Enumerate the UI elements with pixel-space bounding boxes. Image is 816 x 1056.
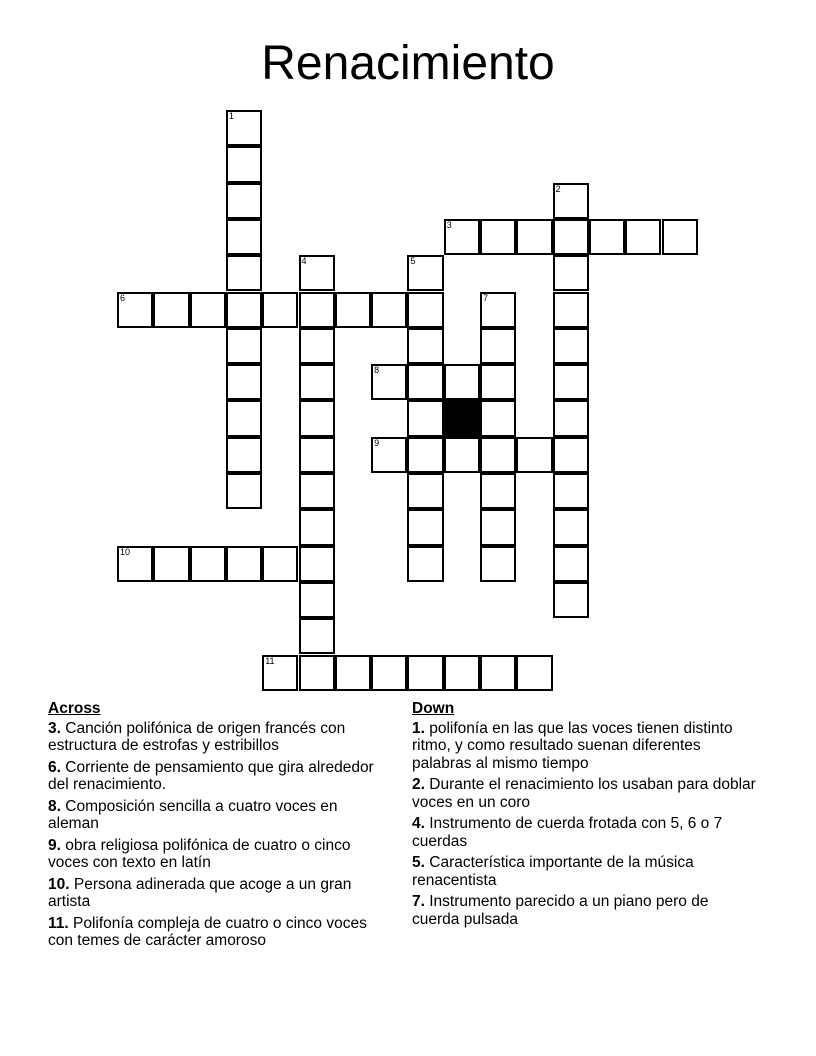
clue-number-label: 4 <box>301 256 307 267</box>
down-clue <box>412 893 757 928</box>
grid-cell[interactable] <box>480 328 516 364</box>
clue-number: 10. <box>48 875 70 893</box>
clue-number: 11. <box>48 914 69 932</box>
grid-cell[interactable] <box>480 546 516 582</box>
clue-text: Instrumento de cuerda frotada con 5, 6 o 7 cuerdas <box>412 815 723 850</box>
grid-cell[interactable] <box>553 292 589 328</box>
clue-text: Instrumento parecido a un piano pero de cuerda pulsada <box>412 893 709 928</box>
grid-cell[interactable] <box>299 546 335 582</box>
clue-text: Corriente de pensamiento que gira alrededor del renacimiento. <box>48 758 374 793</box>
across-clues <box>48 700 378 954</box>
grid-cell[interactable] <box>662 219 698 255</box>
clue-text: Canción polifónica de origen francés con estructura de estrofas y estribillos <box>48 719 346 754</box>
grid-cell[interactable] <box>262 546 298 582</box>
grid-cell[interactable] <box>407 364 443 400</box>
across-heading: Across <box>48 700 101 717</box>
grid-cell[interactable] <box>480 473 516 509</box>
grid-cell[interactable] <box>371 364 407 400</box>
grid-cell[interactable] <box>625 219 661 255</box>
across-clue <box>48 798 378 833</box>
down-clue <box>412 776 757 811</box>
grid-cell[interactable] <box>407 400 443 436</box>
grid-cell[interactable] <box>407 292 443 328</box>
grid-cell[interactable] <box>299 437 335 473</box>
grid-cell[interactable] <box>444 219 480 255</box>
clue-number: 4. <box>412 815 425 832</box>
grid-cell[interactable] <box>226 328 262 364</box>
grid-cell[interactable] <box>444 437 480 473</box>
clue-text: Durante el renacimiento los usaban para doblar voces en un coro <box>412 776 756 811</box>
across-clue <box>48 759 378 794</box>
grid-cell[interactable] <box>553 400 589 436</box>
across-clue <box>48 915 378 950</box>
grid-cell[interactable] <box>299 400 335 436</box>
down-clues <box>412 700 757 932</box>
grid-cell[interactable] <box>262 655 298 691</box>
grid-cell[interactable] <box>226 292 262 328</box>
black-cell <box>444 400 480 436</box>
grid-cell[interactable] <box>516 219 552 255</box>
grid-cell[interactable] <box>335 655 371 691</box>
grid-cell[interactable] <box>117 546 153 582</box>
clue-number-label: 11 <box>265 655 275 666</box>
grid-cell[interactable] <box>480 292 516 328</box>
clue-number-label: 2 <box>555 183 561 194</box>
clue-number-label: 7 <box>483 292 489 303</box>
grid-cell[interactable] <box>226 255 262 291</box>
grid-cell[interactable] <box>299 328 335 364</box>
across-clue <box>48 876 378 911</box>
clue-number-label: 8 <box>374 365 380 376</box>
clue-number-label: 5 <box>410 256 416 267</box>
grid-cell[interactable] <box>516 655 552 691</box>
grid-cell[interactable] <box>299 618 335 654</box>
grid-cell[interactable] <box>553 219 589 255</box>
grid-cell[interactable] <box>553 509 589 545</box>
clue-number: 1. <box>412 719 425 737</box>
grid-cell[interactable] <box>153 292 189 328</box>
grid-cell[interactable] <box>589 219 625 255</box>
grid-cell[interactable] <box>407 546 443 582</box>
clue-text: Polifonía compleja de cuatro o cinco voces con temes de carácter amoroso <box>48 914 367 949</box>
grid-cell[interactable] <box>480 437 516 473</box>
grid-cell[interactable] <box>553 183 589 219</box>
grid-cell[interactable] <box>553 546 589 582</box>
grid-cell[interactable] <box>299 509 335 545</box>
grid-cell[interactable] <box>262 292 298 328</box>
clue-text: Característica importante de la música renacentista <box>412 854 694 889</box>
grid-cell[interactable] <box>226 364 262 400</box>
grid-cell[interactable] <box>553 473 589 509</box>
grid-cell[interactable] <box>117 292 153 328</box>
grid-cell[interactable] <box>371 655 407 691</box>
grid-cell[interactable] <box>226 183 262 219</box>
grid-cell[interactable] <box>407 328 443 364</box>
grid-cell[interactable] <box>553 255 589 291</box>
grid-cell[interactable] <box>407 509 443 545</box>
grid-cell[interactable] <box>335 292 371 328</box>
clue-number: 3. <box>48 719 61 737</box>
clue-number: 9. <box>48 836 61 854</box>
grid-cell[interactable] <box>480 219 516 255</box>
grid-cell[interactable] <box>299 292 335 328</box>
clue-number: 8. <box>48 797 61 815</box>
grid-cell[interactable] <box>553 328 589 364</box>
grid-cell[interactable] <box>444 364 480 400</box>
grid-cell[interactable] <box>190 292 226 328</box>
clue-number: 6. <box>48 758 61 776</box>
grid-cell[interactable] <box>226 546 262 582</box>
page-title: Renacimiento <box>261 37 555 90</box>
clue-number-label: 9 <box>374 437 380 448</box>
grid-cell[interactable] <box>553 364 589 400</box>
grid-cell[interactable] <box>480 364 516 400</box>
clue-number-label: 3 <box>446 219 452 230</box>
clue-text: Composición sencilla a cuatro voces en aleman <box>48 797 338 832</box>
down-clue <box>412 854 757 889</box>
grid-cell[interactable] <box>190 546 226 582</box>
clue-number-label: 10 <box>120 546 131 557</box>
grid-cell[interactable] <box>226 400 262 436</box>
grid-cell[interactable] <box>444 655 480 691</box>
grid-cell[interactable] <box>371 437 407 473</box>
grid-cell[interactable] <box>299 473 335 509</box>
grid-cell[interactable] <box>226 473 262 509</box>
grid-cell[interactable] <box>299 364 335 400</box>
grid-cell[interactable] <box>553 437 589 473</box>
grid-cell[interactable] <box>371 292 407 328</box>
grid-cell[interactable] <box>299 255 335 291</box>
grid-cell[interactable] <box>153 546 189 582</box>
grid-cell[interactable] <box>226 110 262 146</box>
down-heading: Down <box>412 700 455 717</box>
grid-cell[interactable] <box>226 146 262 182</box>
grid-cell[interactable] <box>299 655 335 691</box>
grid-cell[interactable] <box>480 400 516 436</box>
clue-number-label: 1 <box>228 111 234 121</box>
clue-number: 5. <box>412 854 425 871</box>
grid-cell[interactable] <box>480 655 516 691</box>
grid-cell[interactable] <box>226 219 262 255</box>
clue-text: Persona adinerada que acoge a un gran artista <box>48 875 352 910</box>
grid-cell[interactable] <box>407 255 443 291</box>
grid-cell[interactable] <box>516 437 552 473</box>
clue-number: 2. <box>412 776 425 793</box>
grid-cell[interactable] <box>553 582 589 618</box>
clue-text: polifonía en las que las voces tienen distinto ritmo, y como resultado suenan diferentes palabras al mismo tiempo <box>412 719 733 772</box>
grid-cell[interactable] <box>407 655 443 691</box>
across-clue <box>48 720 378 755</box>
clue-number: 7. <box>412 893 425 910</box>
grid-cell[interactable] <box>226 437 262 473</box>
grid-cell[interactable] <box>480 509 516 545</box>
down-clue <box>412 815 757 850</box>
grid-cell[interactable] <box>299 582 335 618</box>
across-clue <box>48 837 378 872</box>
down-clue <box>412 720 757 773</box>
clue-text: obra religiosa polifónica de cuatro o cinco voces con texto en latín <box>48 836 351 871</box>
clue-number-label: 6 <box>120 292 126 303</box>
grid-cell[interactable] <box>407 473 443 509</box>
grid-cell[interactable] <box>407 437 443 473</box>
